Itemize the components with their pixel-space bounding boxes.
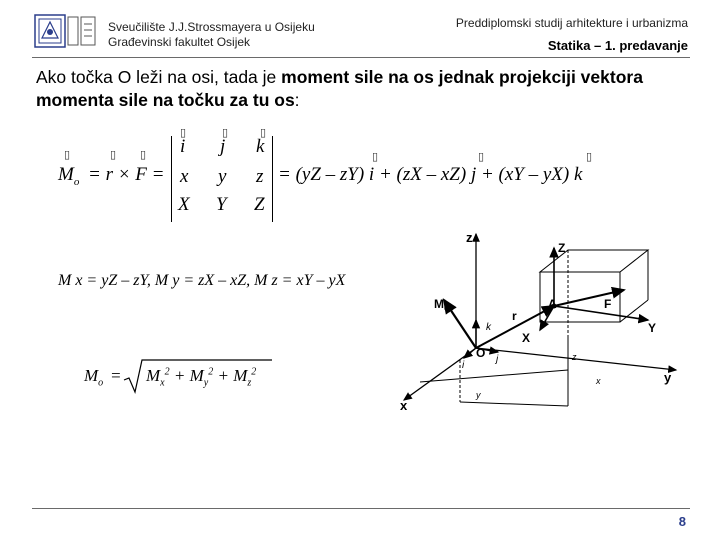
institution-name (108, 20, 315, 50)
magnitude-equals: = (110, 366, 122, 385)
vector-Y-label: Y (648, 321, 657, 335)
vector-Z-label: Z (558, 241, 566, 255)
vector-Mo-label: $M_O$ (434, 297, 451, 313)
determinant-left-bar (171, 136, 172, 222)
magnitude-radicand: $M_x^2 + M_y^2 + M_z^2$ (146, 366, 257, 389)
moment-expansion: = (yZ – zY) i + (zX – xZ) j + (xY – yX) k (278, 164, 583, 185)
det-Z: Z (254, 194, 265, 215)
unit-k-label: k (486, 322, 491, 333)
cross-product: = r × F = (88, 164, 165, 185)
det-y: y (218, 166, 227, 187)
det-Y: Y (216, 194, 227, 215)
university-logo (34, 14, 96, 48)
vector-placeholder-icon: ▯ (64, 148, 71, 161)
vector-placeholder-icon: ▯ (372, 150, 379, 163)
vector-placeholder-icon: ▯ (180, 126, 187, 139)
dim-z-label: z (572, 352, 577, 362)
det-j: j (220, 136, 226, 157)
det-i: i (180, 136, 186, 157)
axis-y-label: y (664, 370, 672, 385)
lead-text-end: : (294, 90, 300, 110)
vector-placeholder-icon: ▯ (260, 126, 267, 139)
det-z: z (256, 166, 264, 187)
dim-y-label: y (476, 390, 481, 400)
program-title: Preddiplomski studij arhitekture i urbanizma (455, 16, 688, 30)
force-vector-F (554, 290, 624, 306)
moment-determinant-formula (56, 126, 616, 226)
moment-components-formula: M x = yZ – zY, M y = zX – xZ, M z = xY – yX (58, 272, 346, 289)
vector-placeholder-icon: ▯ (140, 148, 147, 161)
det-k: k (256, 136, 265, 157)
vector-X-label: X (522, 331, 531, 345)
footer-divider (32, 508, 690, 509)
axis-x-label: x (400, 398, 408, 413)
axis-x-line (404, 348, 476, 400)
magnitude-lhs: $M_o$ (84, 366, 104, 389)
moment-magnitude-formula (84, 356, 284, 396)
vector-placeholder-icon: ▯ (586, 150, 593, 163)
origin-label: O (476, 346, 486, 360)
vector-placeholder-icon: ▯ (478, 150, 485, 163)
unit-j-label: j (496, 354, 499, 365)
point-A-label: A (548, 297, 557, 311)
course-title: Statika – 1. predavanje (547, 38, 688, 53)
vector-r-label: r (512, 309, 517, 323)
institution-line1: Sveučilište J.J.Strossmayera u Osijeku (108, 20, 315, 34)
header-divider (32, 57, 690, 58)
determinant-right-bar (272, 136, 273, 222)
det-x: x (180, 166, 189, 187)
vector-placeholder-icon: ▯ (222, 126, 229, 139)
axis-z-label: z (466, 230, 473, 245)
dim-x-label: x (596, 376, 601, 386)
page-number: 8 (678, 514, 686, 529)
lead-paragraph (36, 66, 686, 112)
det-X: X (178, 194, 190, 215)
moment-3d-figure (390, 220, 690, 420)
lead-text-bold: moment sile na os jednak projekciji vektora momenta sile na točku za tu os (36, 67, 643, 110)
institution-line2: Građevinski fakultet Osijek (108, 35, 251, 49)
lead-text-normal: Ako točka O leži na osi, tada je (36, 67, 282, 87)
unit-i-label: i (462, 360, 465, 371)
vector-placeholder-icon: ▯ (110, 148, 117, 161)
moment-symbol: $M_o$ (58, 164, 80, 188)
vector-F-label: F (604, 297, 612, 311)
